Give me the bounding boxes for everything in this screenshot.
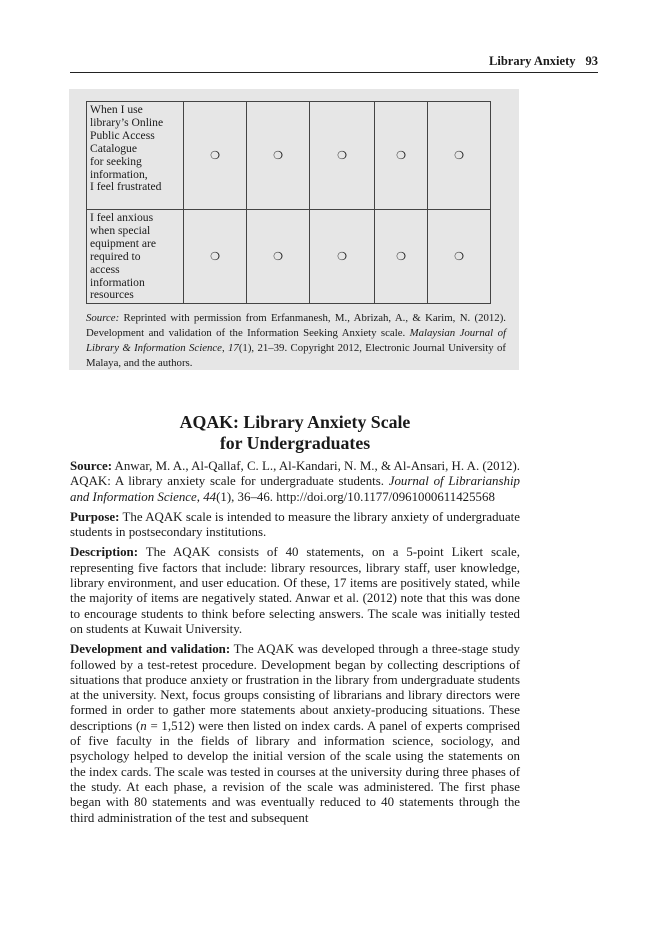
table-row <box>87 102 491 210</box>
source-note-text: Reprinted with permission from Erfanmanesh, M., Abrizah, A., & Karim, N. (2012). Development and validation of the Information Seeking Anxiety scale. <box>86 312 506 339</box>
response-option[interactable] <box>375 210 428 304</box>
radio-circle-icon[interactable]: ❍ <box>396 250 406 264</box>
response-option[interactable] <box>247 102 310 210</box>
paragraph-label: Source: <box>70 459 113 473</box>
response-option[interactable] <box>375 102 428 210</box>
source-note-volume: 17 <box>228 342 239 354</box>
section-heading <box>70 412 520 454</box>
radio-circle-icon[interactable]: ❍ <box>337 149 347 162</box>
paragraph-label: Description: <box>70 545 139 560</box>
running-head <box>70 54 598 73</box>
response-option[interactable] <box>184 210 247 304</box>
radio-circle-icon[interactable]: ❍ <box>454 250 464 264</box>
response-option[interactable] <box>247 210 310 304</box>
radio-circle-icon[interactable]: ❍ <box>210 250 220 264</box>
paragraph-text: , <box>196 489 204 504</box>
radio-circle-icon[interactable]: ❍ <box>210 149 220 162</box>
paragraph-label: Development and validation: <box>70 642 231 657</box>
running-head-title: Library Anxiety <box>489 54 576 68</box>
paragraph-label: Purpose: <box>70 509 120 524</box>
likert-item-table <box>86 101 491 304</box>
radio-circle-icon[interactable]: ❍ <box>454 149 464 162</box>
source-note-text: , <box>221 342 229 354</box>
item-statement: When I use library’s Online Public Access Catalogue for seeking information, I feel frustrated <box>87 102 184 210</box>
description-paragraph <box>70 545 520 637</box>
response-option[interactable] <box>428 102 491 210</box>
source-paragraph <box>70 459 520 505</box>
permission-source-note <box>86 311 506 371</box>
journal-title: Journal of Librarianship and Information Science <box>70 474 520 504</box>
source-note-text: (1), 21–39. Copyright 2012, Electronic Journal University of Malaya, and the authors. <box>86 342 507 369</box>
item-statement: I feel anxious when special equipment are required to access information resources <box>87 210 184 304</box>
response-option[interactable] <box>310 102 375 210</box>
shaded-table-box <box>69 89 519 370</box>
response-option[interactable] <box>310 210 375 304</box>
paragraph-text: The AQAK consists of 40 statements, on a 5-point Likert scale, representing five factors that include: library resources, library staff, user knowledge, library environment, and user education. Of these, 17 items are positively stated, while the majority of items are negatively stated. Anwar et al. (2012) note that this was done to encourage students to think before selecting answers. The scale was initially tested on students at Kuwait University. <box>70 545 520 636</box>
paragraph-text: (1), 36–46. http://doi.org/10.1177/0961000611425568 <box>216 489 495 504</box>
body-text <box>70 459 520 831</box>
table-row <box>87 210 491 304</box>
radio-circle-icon[interactable]: ❍ <box>337 250 347 264</box>
purpose-paragraph <box>70 510 520 541</box>
paragraph-text: Anwar, M. A., Al-Qallaf, C. L., Al-Kandari, N. M., & Al-Ansari, H. A. (2012). AQAK: A library anxiety scale for undergraduate students. <box>70 459 520 489</box>
heading-line: for Undergraduates <box>219 433 371 453</box>
source-note-journal: Malaysian Journal of Library & Information Science <box>86 327 506 354</box>
paragraph-text: = 1,512) were then listed on index cards. A panel of experts comprised of five faculty in the fields of library and information science, sociology, and psychology helped to develop the initial version of the scale using the statements on the index cards. The scale was tested in courses at the university during three phases of the study. At each phase, a revision of the scale was administered. The first phase began with 80 statements and was eventually reduced to 40 statements through the third administration of the test and subsequent <box>70 718 520 825</box>
heading-line: AQAK: Library Anxiety Scale <box>179 412 411 432</box>
paragraph-text: The AQAK scale is intended to measure the library anxiety of undergraduate students in postsecondary institutions. <box>70 509 520 540</box>
response-option[interactable] <box>184 102 247 210</box>
paragraph-text: The AQAK was developed through a three-stage study followed by a test-retest procedure. Development began by collecting descriptions of situations that produce anxiety or frustration in the library from undergraduate students at the university. Next, focus groups consisting of librarians and library directors were formed in order to gather more statements about anxiety-producing situations. These descriptions ( <box>70 642 520 733</box>
radio-circle-icon[interactable]: ❍ <box>273 250 283 264</box>
development-paragraph <box>70 642 520 826</box>
response-option[interactable] <box>428 210 491 304</box>
radio-circle-icon[interactable]: ❍ <box>273 149 283 162</box>
radio-circle-icon[interactable]: ❍ <box>396 149 406 162</box>
sample-size-symbol: n <box>140 718 147 733</box>
journal-volume: 44 <box>203 489 217 504</box>
page-number: 93 <box>585 54 598 68</box>
source-note-label: Source: <box>86 312 120 324</box>
